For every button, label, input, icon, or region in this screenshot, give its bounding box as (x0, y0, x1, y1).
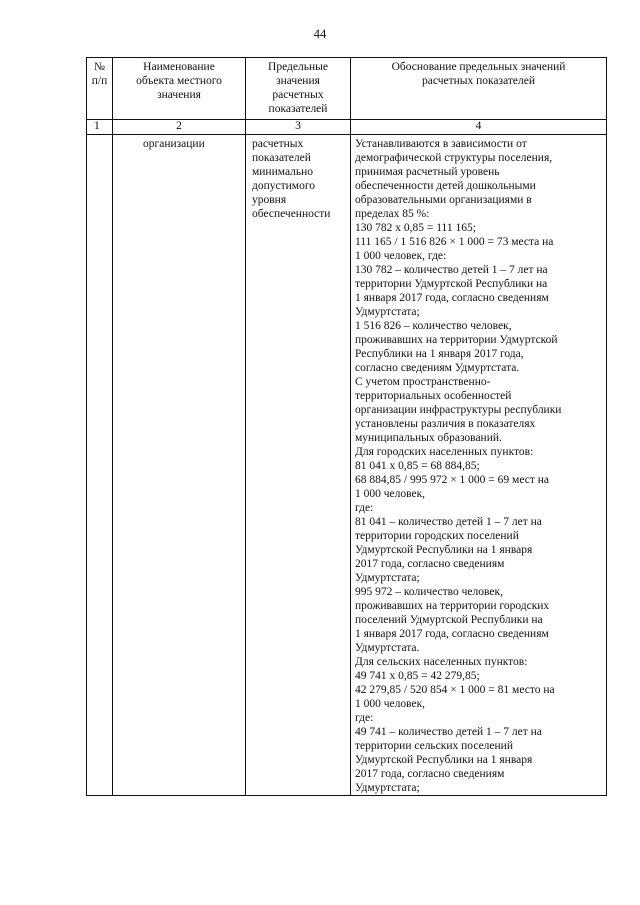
text-line: допустимого (252, 180, 315, 192)
table-header-row (87, 58, 607, 120)
text-line: 81 041 – количество детей 1 – 7 лет на (355, 516, 542, 528)
text-line: 995 972 – количество человек, (355, 586, 503, 598)
text-line: Удмуртстата; (355, 782, 420, 794)
column-number-1: 1 (87, 120, 113, 135)
page-number: 44 (313, 27, 327, 41)
header-line: Наименование (143, 61, 215, 73)
text-line: 1 000 человек, (355, 488, 426, 500)
text-line: обеспеченности (252, 208, 331, 220)
text-line: 1 000 человек, где: (355, 250, 447, 262)
text-line: принимая расчетный уровень (355, 166, 500, 178)
header-line: № (94, 61, 105, 73)
text-line: Удмуртской Республики на 1 января (355, 544, 533, 556)
header-object-name (113, 58, 246, 120)
text-line: проживавших на территории Удмуртской (355, 334, 558, 346)
header-line: значения (276, 75, 320, 87)
justification-cell (351, 135, 607, 796)
text-line: 42 279,85 / 520 854 × 1 000 = 81 место на (355, 684, 555, 696)
text-line: 49 741 – количество детей 1 – 7 лет на (355, 726, 542, 738)
text-line: демографической структуры поселения, (355, 152, 553, 164)
row-number-cell (87, 135, 113, 796)
header-number (87, 58, 113, 120)
column-number-3: 3 (246, 120, 351, 135)
text-line: показателей (252, 152, 311, 164)
text-line: Удмуртстата. (355, 642, 420, 654)
text-line: образовательными организациями в (355, 194, 532, 206)
header-line: значения (157, 89, 201, 101)
text-line: С учетом пространственно- (355, 376, 491, 388)
text-line: 130 782 х 0,85 = 111 165; (355, 222, 476, 234)
text-line: Удмуртстата; (355, 306, 420, 318)
text-line: где: (355, 712, 374, 724)
text-line: минимально (252, 166, 314, 178)
text-line: установлены различия в показателях (355, 418, 536, 430)
header-line: объекта местного (136, 75, 222, 87)
text-line: пределах 85 %: (355, 208, 430, 220)
text-line: 49 741 х 0,85 = 42 279,85; (355, 670, 480, 682)
text-line: организации инфраструктуры республики (355, 404, 562, 416)
limit-values-cell (246, 135, 351, 796)
text-line: Удмуртской Республики на 1 января (355, 754, 533, 766)
header-line: показателей (268, 103, 328, 115)
text-line: Устанавливаются в зависимости от (355, 138, 527, 150)
text-line: уровня (252, 194, 287, 206)
text-line: Для городских населенных пунктов: (355, 446, 534, 458)
header-line: п/п (91, 75, 108, 87)
text-line: 130 782 – количество детей 1 – 7 лет на (355, 264, 548, 276)
text-line: муниципальных образований. (355, 432, 502, 444)
standards-table (86, 57, 607, 796)
table-row (87, 135, 607, 796)
text-line: 111 165 / 1 516 826 × 1 000 = 73 места на (355, 236, 554, 248)
text-line: Удмуртстата; (355, 572, 420, 584)
text-line: территории сельских поселений (355, 740, 513, 752)
text-line: 1 января 2017 года, согласно сведениям (355, 628, 549, 640)
header-line: расчетных (272, 89, 324, 101)
text-line: 68 884,85 / 995 972 × 1 000 = 69 мест на (355, 474, 549, 486)
header-limit-values (246, 58, 351, 120)
text-line: проживавших на территории городских (355, 600, 550, 612)
text-line: 2017 года, согласно сведениям (355, 558, 505, 570)
text-line: территориальных особенностей (355, 390, 512, 402)
header-line: расчетных показателей (421, 75, 536, 87)
column-number-row (87, 120, 607, 135)
text-line: обеспеченности детей дошкольными (355, 180, 536, 192)
text-line: 2017 года, согласно сведениям (355, 768, 505, 780)
object-name-cell: организации (113, 135, 246, 796)
text-line: 1 516 826 – количество человек, (355, 320, 512, 332)
text-line: расчетных (252, 138, 304, 150)
text-line: где: (355, 502, 374, 514)
text-line: 1 000 человек, (355, 698, 426, 710)
text-line: территории Удмуртской Республики на (355, 278, 548, 290)
column-number-2: 2 (113, 120, 246, 135)
text-line: Республики на 1 января 2017 года, (355, 348, 524, 360)
header-line: Обоснование предельных значений (391, 61, 566, 73)
text-line: 81 041 х 0,85 = 68 884,85; (355, 460, 480, 472)
header-justification (351, 58, 607, 120)
text-line: Для сельских населенных пунктов: (355, 656, 528, 668)
text-line: 1 января 2017 года, согласно сведениям (355, 292, 549, 304)
text-line: территории городских поселений (355, 530, 519, 542)
header-line: Предельные (268, 61, 328, 73)
column-number-4: 4 (351, 120, 607, 135)
text-line: согласно сведениям Удмуртстата. (355, 362, 520, 374)
text-line: поселений Удмуртской Республики на (355, 614, 543, 626)
